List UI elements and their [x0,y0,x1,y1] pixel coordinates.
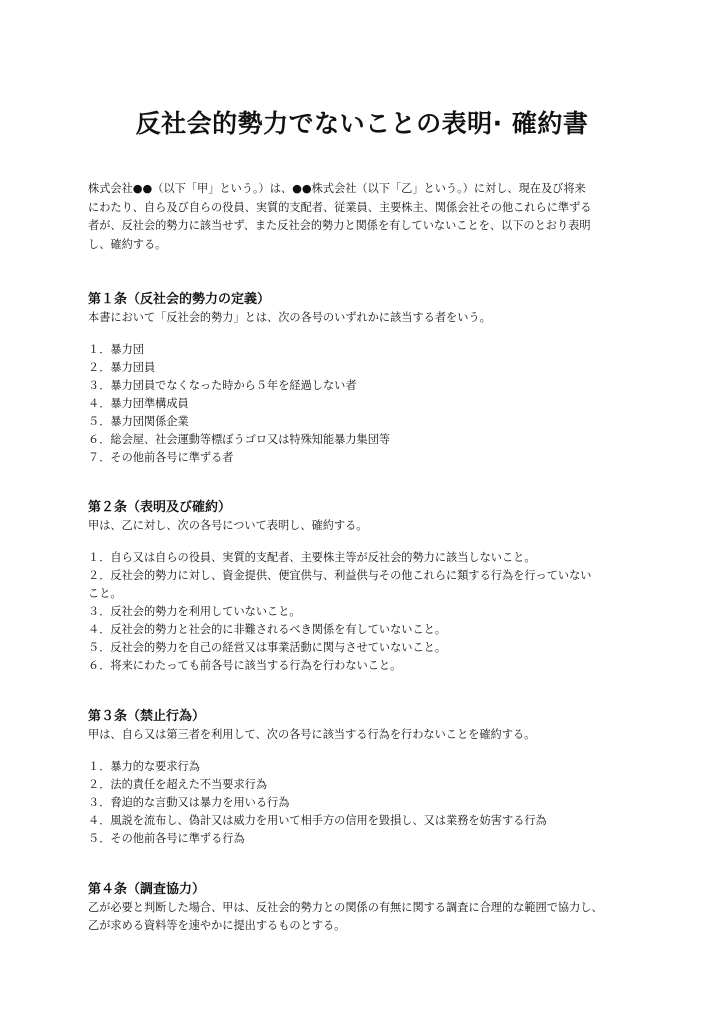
preamble-line: し、確約する。 [88,237,167,251]
list-item: ２．反社会的勢力に対し、資金提供、便宜供与、利益供与その他これらに類する行為を行っていない [88,569,592,582]
article-heading: 第４条（調査協力） [88,882,206,897]
article-intro-line: 乙が求める資料等を速やかに提出するものとする。 [88,919,346,932]
article-intro [88,726,648,744]
article-heading: 第３条（禁止行為） [88,709,206,724]
preamble-line: 株式会社●●（以下「甲」という。）は、●●株式会社（以下「乙」という。）に対し、現在及び将来 [88,182,586,195]
article-heading: 第２条（表明及び確約） [88,500,232,515]
article-intro-line: 甲は、自ら又は第三者を利用して、次の各号に該当する行為を行わないことを確約する。 [88,728,536,741]
list-item: ２．暴力団員 [88,361,156,374]
article-heading: 第１条（反社会的勢力の定義） [88,292,271,307]
article-intro [88,517,648,535]
list-item: ６．将来にわたっても前各号に該当する行為を行わないこと。 [88,659,402,672]
list-item: ４．暴力団準構成員 [88,397,189,410]
article-item-list [88,341,648,467]
list-item: ５．その他前各号に準ずる行為 [88,832,245,845]
article-item-list [88,549,648,675]
article-3 [88,708,648,848]
list-item: ３．反社会的勢力を利用していないこと。 [88,605,301,618]
list-item: ３．脅迫的な言動又は暴力を用いる行為 [88,796,290,809]
article-intro [88,309,648,327]
list-item: ４．反社会的勢力と社会的に非難されるべき関係を有していないこと。 [88,623,447,636]
list-item: １．暴力的な要求行為 [88,760,200,773]
list-item: ５．暴力団関係企業 [88,415,189,428]
list-item: ７．その他前各号に準ずる者 [88,451,234,464]
preamble-paragraph [88,180,640,254]
article-4 [88,881,648,949]
list-item: ５．反社会的勢力を自己の経営又は事業活動に関与させていないこと。 [88,641,447,654]
list-item: こと。 [88,587,122,600]
list-item: ４．風説を流布し、偽計又は威力を用いて相手方の信用を毀損し、又は業務を妨害する行為 [88,814,547,827]
list-item: ６．総会屋、社会運動等標ぼうゴロ又は特殊知能暴力集団等 [88,433,391,446]
list-item: ３．暴力団員でなくなった時から５年を経過しない者 [88,379,357,392]
article-item-list [88,758,648,848]
article-2 [88,499,648,675]
list-item: １．自ら又は自らの役員、実質的支配者、主要株主等が反社会的勢力に該当しないこと。 [88,551,536,564]
article-intro-line: 甲は、乙に対し、次の各号について表明し、確約する。 [88,519,368,532]
list-item: ２．法的責任を超えた不当要求行為 [88,778,268,791]
preamble-line: にわたり、自ら及び自らの役員、実質的支配者、従業員、主要株主、関係会社その他これらに準ずる [88,200,592,214]
preamble-line: 者が、反社会的勢力に該当せず、また反社会的勢力と関係を有していないことを、以下のとおり表明 [88,219,591,232]
article-intro-line: 本書において「反社会的勢力」とは、次の各号のいずれかに該当する者をいう。 [88,311,491,324]
article-intro [88,899,648,935]
list-item: １．暴力団 [88,343,144,356]
article-1 [88,291,648,467]
document-title: 反社会的勢力でないことの表明· 確約書 [135,109,589,138]
article-intro-line: 乙が必要と判断した場合、甲は、反社会的勢力との関係の有無に関する調査に合理的な範囲で協力し、 [88,901,603,914]
